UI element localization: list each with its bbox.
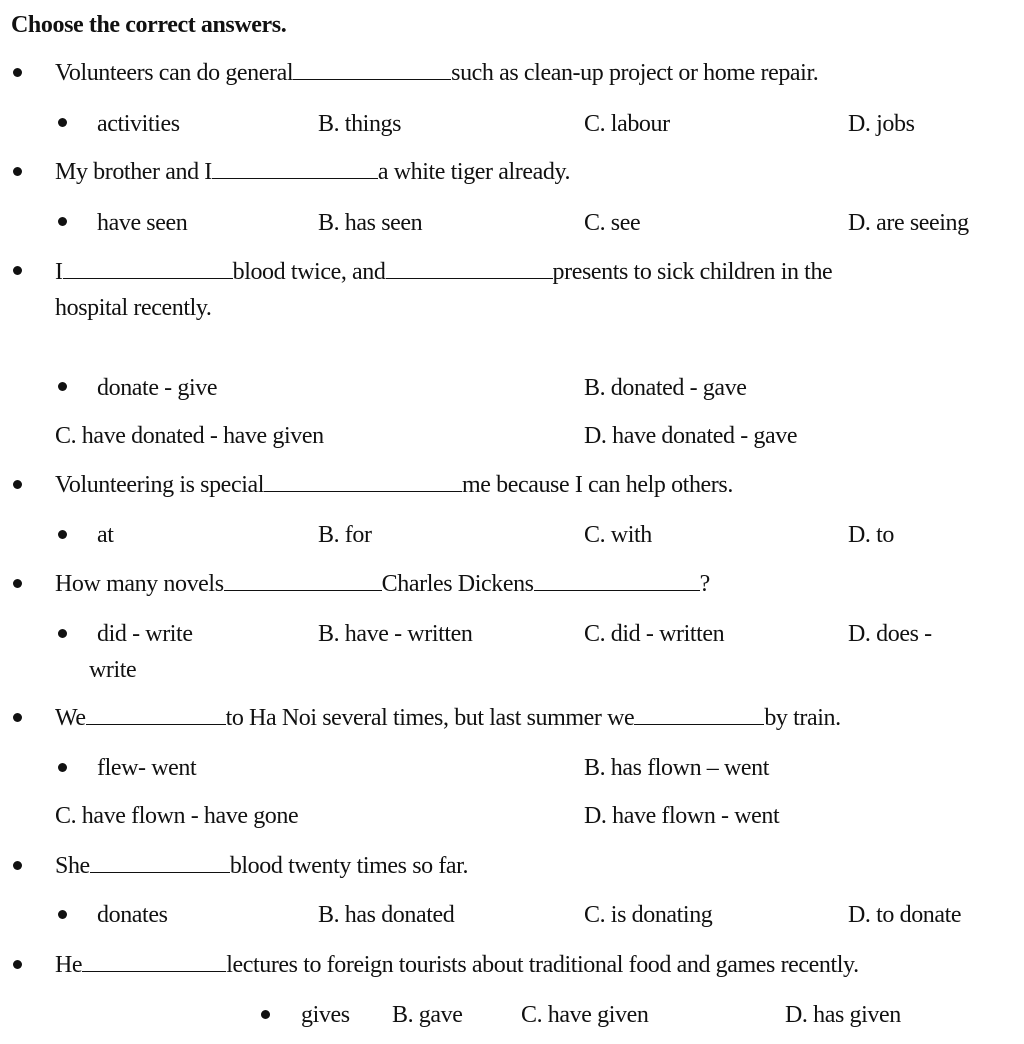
option-a[interactable]: flew- went xyxy=(97,755,197,781)
question-text: to Ha Noi several times, but last summer we xyxy=(225,705,635,731)
question-text: He xyxy=(55,952,83,978)
question-text: by train. xyxy=(764,705,841,731)
question-text: such as clean-up project or home repair. xyxy=(451,60,819,86)
question-7 xyxy=(55,854,468,878)
option-d[interactable]: D. have flown - went xyxy=(584,803,780,829)
option-c[interactable]: C. have flown - have gone xyxy=(55,803,299,829)
answer-blank[interactable] xyxy=(86,706,226,725)
option-a[interactable]: donates xyxy=(97,902,168,928)
answer-blank[interactable] xyxy=(224,572,382,591)
question-text: Volunteering is special xyxy=(55,472,264,498)
question-2 xyxy=(55,160,570,184)
question-text: Charles Dickens xyxy=(381,571,534,597)
bullet-icon xyxy=(13,579,22,588)
page-title: Choose the correct answers. xyxy=(11,12,287,38)
option-b[interactable]: B. has flown – went xyxy=(584,755,770,781)
option-d[interactable]: D. has given xyxy=(785,1002,901,1028)
question-8 xyxy=(55,953,859,977)
answer-blank[interactable] xyxy=(82,953,226,972)
question-text: I xyxy=(55,259,63,285)
option-c[interactable]: C. see xyxy=(584,210,641,236)
bullet-icon xyxy=(13,960,22,969)
bullet-icon xyxy=(58,530,67,539)
question-text: She xyxy=(55,853,90,879)
question-text: a white tiger already. xyxy=(377,159,571,185)
option-c[interactable]: C. have given xyxy=(521,1002,649,1028)
question-text: We xyxy=(55,705,86,731)
option-b[interactable]: B. donated - gave xyxy=(584,375,747,401)
bullet-icon xyxy=(13,68,22,77)
option-a[interactable]: donate - give xyxy=(97,375,218,401)
bullet-icon xyxy=(13,266,22,275)
option-c[interactable]: C. with xyxy=(584,522,652,548)
option-d[interactable]: D. have donated - gave xyxy=(584,423,798,449)
bullet-icon xyxy=(58,382,67,391)
option-c[interactable]: C. have donated - have given xyxy=(55,423,324,449)
bullet-icon xyxy=(13,861,22,870)
option-a-continued: write xyxy=(89,657,137,683)
question-1 xyxy=(55,61,818,85)
option-b[interactable]: B. has seen xyxy=(318,210,423,236)
option-a[interactable]: at xyxy=(97,522,114,548)
question-text: blood twenty times so far. xyxy=(229,853,469,879)
option-a[interactable]: did - write xyxy=(97,621,193,647)
option-d[interactable]: D. to xyxy=(848,522,895,548)
answer-blank[interactable] xyxy=(212,160,378,179)
option-b[interactable]: B. gave xyxy=(392,1002,463,1028)
option-c[interactable]: C. did - written xyxy=(584,621,725,647)
answer-blank[interactable] xyxy=(534,572,700,591)
question-3-line2: hospital recently. xyxy=(55,295,212,321)
answer-blank[interactable] xyxy=(293,61,451,80)
option-d[interactable]: D. does - xyxy=(848,621,932,647)
question-text: Volunteers can do general xyxy=(55,60,294,86)
bullet-icon xyxy=(58,629,67,638)
question-text: My brother and I xyxy=(55,159,212,185)
option-c[interactable]: C. is donating xyxy=(584,902,713,928)
question-text: How many novels xyxy=(55,571,224,597)
question-text: ? xyxy=(699,571,710,597)
question-4 xyxy=(55,473,733,497)
option-d[interactable]: D. are seeing xyxy=(848,210,969,236)
question-5 xyxy=(55,572,710,596)
option-a[interactable]: gives xyxy=(301,1002,350,1028)
answer-blank[interactable] xyxy=(386,260,553,279)
option-a[interactable]: have seen xyxy=(97,210,188,236)
option-d[interactable]: D. to donate xyxy=(848,902,962,928)
question-3 xyxy=(55,260,832,284)
option-b[interactable]: B. things xyxy=(318,111,402,137)
question-6 xyxy=(55,706,841,730)
bullet-icon xyxy=(13,167,22,176)
bullet-icon xyxy=(58,910,67,919)
answer-blank[interactable] xyxy=(634,706,764,725)
question-text: blood twice, and xyxy=(232,259,386,285)
bullet-icon xyxy=(13,480,22,489)
option-b[interactable]: B. has donated xyxy=(318,902,455,928)
option-b[interactable]: B. have - written xyxy=(318,621,473,647)
question-text: presents to sick children in the xyxy=(552,259,833,285)
bullet-icon xyxy=(58,217,67,226)
answer-blank[interactable] xyxy=(63,260,233,279)
option-d[interactable]: D. jobs xyxy=(848,111,915,137)
bullet-icon xyxy=(58,763,67,772)
bullet-icon xyxy=(58,118,67,127)
question-text: me because I can help others. xyxy=(461,472,733,498)
option-a[interactable]: activities xyxy=(97,111,180,137)
answer-blank[interactable] xyxy=(264,473,462,492)
option-c[interactable]: C. labour xyxy=(584,111,670,137)
bullet-icon xyxy=(13,713,22,722)
answer-blank[interactable] xyxy=(90,854,230,873)
bullet-icon xyxy=(261,1010,270,1019)
question-text: lectures to foreign tourists about traditional food and games recently. xyxy=(226,952,859,978)
option-b[interactable]: B. for xyxy=(318,522,372,548)
